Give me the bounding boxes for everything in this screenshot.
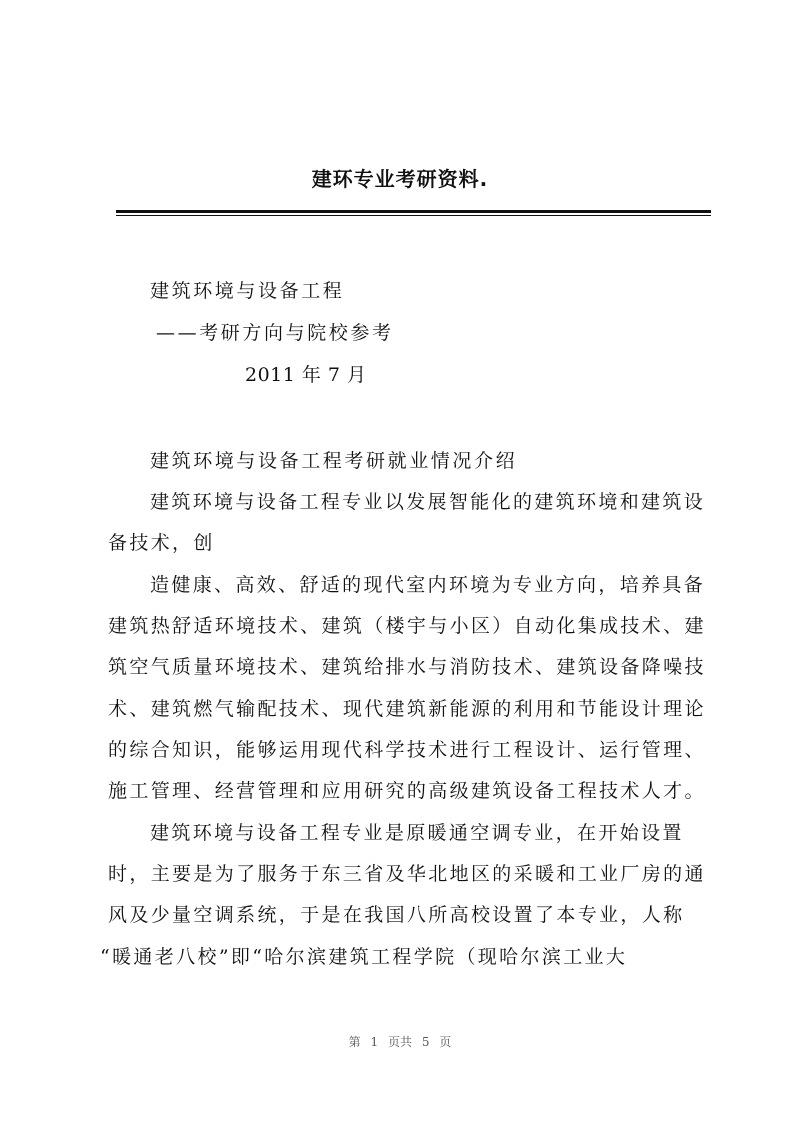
intro-title-line: 建筑环境与设备工程 xyxy=(150,280,345,302)
body-line-3: 造健康、高效、舒适的现代室内环境为专业方向，培养具备 xyxy=(150,574,706,596)
body-line-6: 术、建筑燃气输配技术、现代建筑新能源的利用和节能设计理论 xyxy=(108,698,706,720)
body-line-7: 的综合知识，能够运用现代科学技术进行工程设计、运行管理、 xyxy=(108,739,706,761)
footer-page-number: 1 xyxy=(370,1035,379,1049)
body-line-5: 筑空气质量环境技术、建筑给排水与消防技术、建筑设备降噪技 xyxy=(108,656,706,678)
body-line-2: 备技术，创 xyxy=(108,532,215,554)
intro-subtitle-line: ——考研方向与院校参考 xyxy=(156,322,394,344)
footer-prefix: 第 xyxy=(348,1035,361,1049)
footer-middle: 页共 xyxy=(387,1035,412,1049)
body-line-1: 建筑环境与设备工程专业以发展智能化的建筑环境和建筑设 xyxy=(150,491,706,513)
body-line-11: 风及少量空调系统，于是在我国八所高校设置了本专业，人称 xyxy=(108,904,685,926)
section-heading: 建筑环境与设备工程考研就业情况介绍 xyxy=(150,450,518,472)
intro-date-line: 2011 年 7 月 xyxy=(245,364,367,386)
header-rule-thin xyxy=(116,215,711,216)
body-line-8: 施工管理、经营管理和应用研究的高级建筑设备工程技术人才。 xyxy=(108,780,706,802)
footer-suffix: 页 xyxy=(439,1035,452,1049)
body-line-9: 建筑环境与设备工程专业是原暖通空调专业，在开始设置 xyxy=(150,822,684,844)
body-line-4: 建筑热舒适环境技术、建筑（楼宇与小区）自动化集成技术、建 xyxy=(108,615,706,637)
header-rule-thick xyxy=(116,210,711,213)
body-line-10: 时，主要是为了服务于东三省及华北地区的采暖和工业厂房的通 xyxy=(108,863,706,885)
footer-total-pages: 5 xyxy=(421,1035,430,1049)
body-line-12: “暖通老八校”即“哈尔滨建筑工程学院（现哈尔滨工业大 xyxy=(100,946,628,968)
page-footer xyxy=(0,1033,800,1050)
page-header-title: 建环专业考研资料. xyxy=(311,167,489,191)
